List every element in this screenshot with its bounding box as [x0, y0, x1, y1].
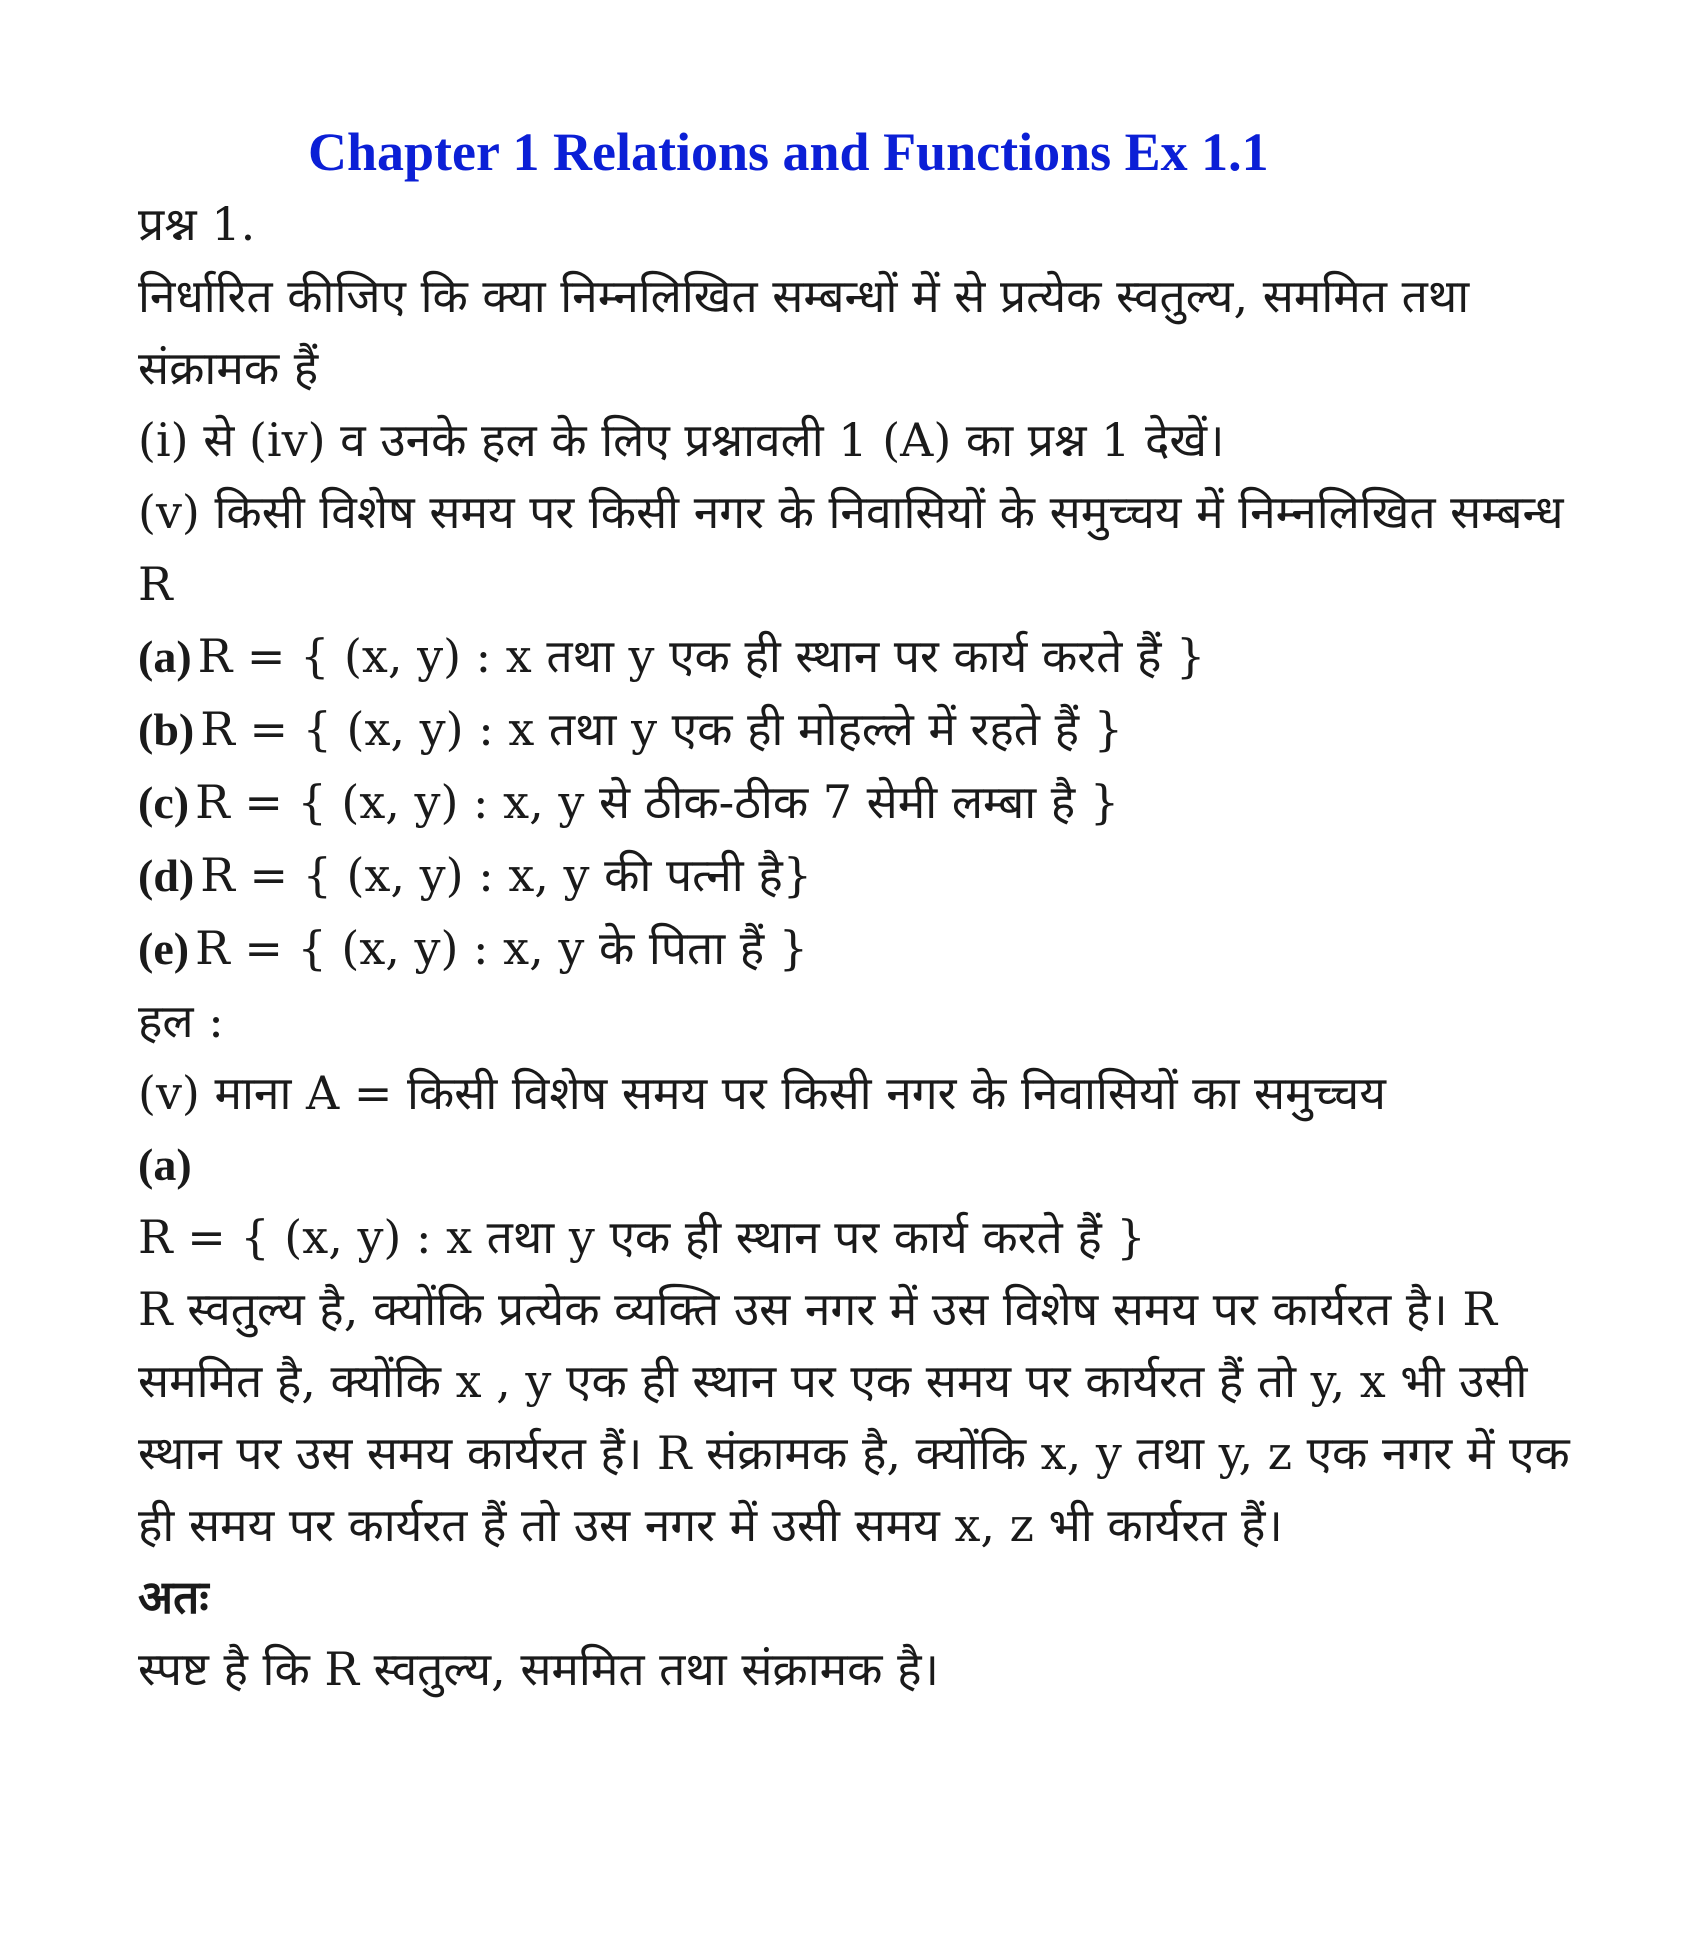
relation-text: R = { (x, y) : x तथा y एक ही मोहल्ले में रहते हैं }	[200, 702, 1123, 756]
relation-text: R = { (x, y) : x, y से ठीक-ठीक 7 सेमी लम्बा है }	[195, 775, 1120, 829]
relation-tag: (e)	[138, 923, 190, 974]
question-number: प्रश्न 1.	[138, 197, 256, 251]
relation-e	[138, 912, 1578, 985]
solution-heading: हल :	[138, 994, 224, 1048]
solution-part-a-relation: R = { (x, y) : x तथा y एक ही स्थान पर कार्य करते हैं }	[138, 1210, 1146, 1264]
relation-text: R = { (x, y) : x, y के पिता हैं }	[195, 921, 809, 975]
conclusion: स्पष्ट है कि R स्वतुल्य, सममित तथा संक्रामक है।	[138, 1642, 939, 1696]
relation-tag: (a)	[138, 631, 192, 682]
relation-tag: (d)	[138, 850, 195, 901]
question-statement: निर्धारित कीजिए कि क्या निम्नलिखित सम्बन्धों में से प्रत्येक स्वतुल्य, सममित तथा संक्रामक हैं	[138, 269, 1470, 395]
relation-b	[138, 693, 1578, 766]
relation-text: R = { (x, y) : x तथा y एक ही स्थान पर कार्य करते हैं }	[197, 629, 1206, 683]
relation-tag: (b)	[138, 704, 195, 755]
question-note: (i) से (iv) व उनके हल के लिए प्रश्नावली 1 (A) का प्रश्न 1 देखें।	[138, 413, 1225, 467]
relations-list	[138, 620, 1578, 985]
hence-label: अतः	[138, 1570, 209, 1624]
relation-text: R = { (x, y) : x, y की पत्नी है}	[200, 848, 813, 902]
relation-a	[138, 620, 1578, 693]
chapter-title: Chapter 1 Relations and Functions Ex 1.1	[308, 122, 1269, 182]
solution-let: (v) माना A = किसी विशेष समय पर किसी नगर के निवासियों का समुच्चय	[138, 1066, 1386, 1120]
solution-part-a-label: (a)	[138, 1139, 192, 1190]
relation-d	[138, 839, 1578, 912]
relation-c	[138, 766, 1578, 839]
solution-part-a-explanation: R स्वतुल्य है, क्योंकि प्रत्येक व्यक्ति उस नगर में उस विशेष समय पर कार्यरत है। R सममित है, क्योंकि x , y एक ही स्थान पर एक समय पर कार्यरत हैं तो y, x भी उसी स्थान पर उस समय कार्यरत हैं। R संक्रामक है, क्योंकि x, y तथा y, z एक नगर में एक ही समय पर कार्यरत हैं तो उस नगर में उसी समय x, z भी कार्यरत हैं।	[138, 1282, 1570, 1552]
question-part-v: (v) किसी विशेष समय पर किसी नगर के निवासियों के समुच्चय में निम्नलिखित सम्बन्ध R	[138, 485, 1564, 611]
relation-tag: (c)	[138, 777, 190, 828]
document-page	[138, 120, 1578, 1705]
